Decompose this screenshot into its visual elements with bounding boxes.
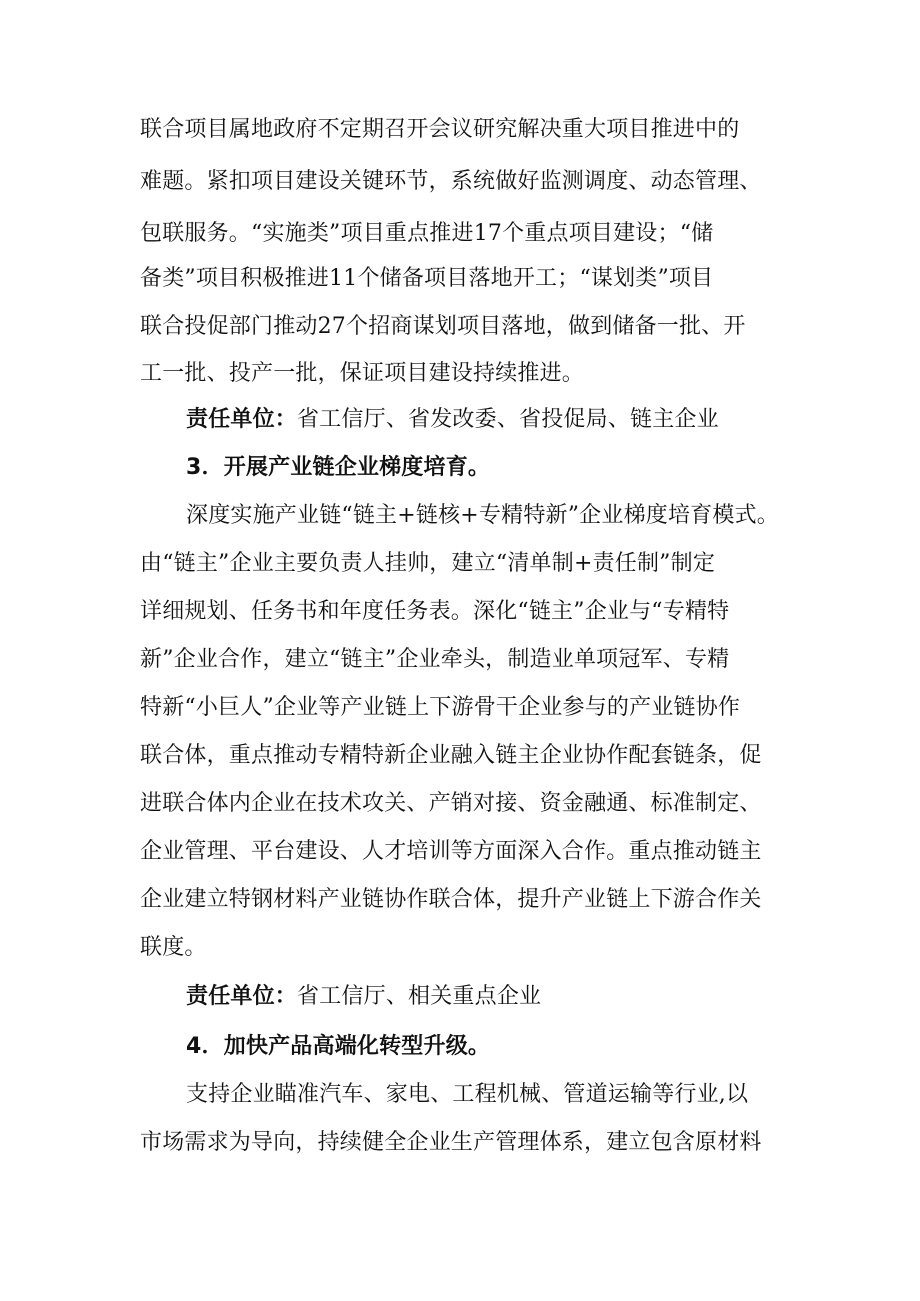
paragraph-line: 备类”项目积极推进11个储备项目落地开工；“谋划类”项目 (140, 266, 714, 291)
section-heading: 4．加快产品高端化转型升级。 (186, 1034, 491, 1059)
paragraph-line: 联合项目属地政府不定期召开会议研究解决重大项目推进中的 (140, 117, 740, 142)
paragraph-line: 进联合体内企业在技术攻关、产销对接、资金融通、标准制定、 (140, 791, 762, 816)
paragraph-line: 新”企业合作，建立“链主”企业牵头，制造业单项冠军、专精 (140, 647, 730, 672)
paragraph-line: 特新“小巨人”企业等产业链上下游骨干企业参与的产业链协作 (140, 695, 741, 720)
paragraph-line: 包联服务。“实施类”项目重点推进17个重点项目建设；“储 (140, 221, 714, 246)
responsibility-label: 责任单位： (186, 407, 298, 432)
section-heading: 3．开展产业链企业梯度培育。 (186, 455, 491, 480)
paragraph-line: 联合体，重点推动专精特新企业融入链主企业协作配套链条，促 (140, 743, 762, 768)
responsibility-label: 责任单位： (186, 984, 298, 1009)
paragraph-line: 企业建立特钢材料产业链协作联合体，提升产业链上下游合作关 (140, 887, 762, 912)
paragraph-line: 企业管理、平台建设、人才培训等方面深入合作。重点推动链主 (140, 839, 762, 864)
paragraph-line: 联度。 (140, 935, 207, 960)
paragraph-line: 由“链主”企业主要负责人挂帅，建立“清单制+责任制”制定 (140, 551, 716, 576)
responsibility-line (186, 971, 786, 1023)
paragraph-line: 联合投促部门推动27个招商谋划项目落地，做到储备一批、开 (140, 314, 746, 339)
paragraph-line: 工一批、投产一批，保证项目建设持续推进。 (140, 361, 585, 386)
paragraph-line: 详细规划、任务书和年度任务表。深化“链主”企业与“专精特 (140, 599, 730, 624)
responsibility-value: 省工信厅、省发改委、省投促局、链主企业 (297, 407, 719, 432)
paragraph-line: 深度实施产业链“链主+链核+专精特新”企业梯度培育模式。 (186, 503, 779, 528)
paragraph-line: 市场需求为导向，持续健全企业生产管理体系，建立包含原材料 (140, 1130, 762, 1155)
responsibility-value: 省工信厅、相关重点企业 (297, 984, 542, 1009)
responsibility-line (186, 394, 786, 446)
paragraph-line: 难题。紧扣项目建设关键环节，系统做好监测调度、动态管理、 (140, 169, 762, 194)
paragraph-line: 支持企业瞄准汽车、家电、工程机械、管道运输等行业,以 (186, 1082, 749, 1107)
